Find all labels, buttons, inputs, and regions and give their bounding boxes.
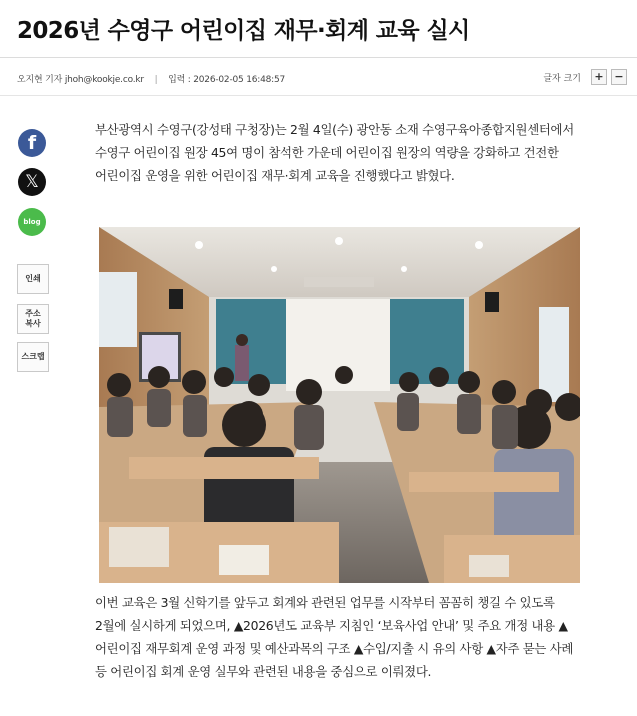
byline-divider	[0, 95, 637, 96]
byline	[17, 72, 285, 85]
scrap-label: 스크랩	[21, 352, 45, 361]
font-increase-button[interactable]: +	[591, 69, 607, 85]
article-photo	[99, 227, 580, 583]
reporter-email[interactable]: jhoh@kookje.co.kr	[64, 75, 144, 85]
article-paragraph: 이번 교육은 3월 신학기를 앞두고 회계와 관련된 업무를 시작부터 꼼꼼히 챙길 수 있도록 2월에 실시하게 되었으며, ▲2026년도 교육부 지침인 ‘보육사업 안내’ 및 주요 개정 내용 ▲어린이집 재무회계 운영 과정 및 예산과목의 구조 ▲수입/지출 시 유의 사항 ▲자주 묻는 사례 등 어린이집 회계 운영 실무와 관련된 내용을 중심으로 이뤄졌다.	[95, 595, 574, 679]
article-headline: 2026년 수영구 어린이집 재무·회계 교육 실시	[17, 18, 470, 44]
facebook-share-icon[interactable]: f	[18, 129, 46, 157]
published-date: 입력 : 2026-02-05 16:48:57	[168, 75, 286, 85]
print-button[interactable]	[17, 264, 49, 294]
print-label: 인쇄	[25, 274, 41, 283]
x-share-icon[interactable]: 𝕏	[18, 168, 46, 196]
font-decrease-button[interactable]: −	[611, 69, 627, 85]
font-size-label: 글자 크기	[543, 73, 581, 84]
copy-url-label: 주소 복사	[25, 309, 41, 328]
byline-separator: |	[154, 75, 158, 85]
font-size-control	[543, 69, 627, 85]
article-paragraph: 부산광역시 수영구(강성태 구청장)는 2월 4일(수) 광안동 소재 수영구육아종합지원센터에서 수영구 어린이집 원장 45여 명이 참석한 가운데 어린이집 원장의 역량을 강화하고 건전한 어린이집 운영을 위한 어린이집 재무·회계 교육을 진행했다고 밝혔다.	[95, 122, 574, 183]
scrap-button[interactable]	[17, 342, 49, 372]
classroom-photo-illustration	[99, 227, 580, 583]
blog-share-icon[interactable]: blog	[18, 208, 46, 236]
copy-url-button[interactable]	[17, 304, 49, 334]
reporter-name: 오지현 기자	[17, 75, 63, 85]
headline-divider	[0, 57, 637, 58]
